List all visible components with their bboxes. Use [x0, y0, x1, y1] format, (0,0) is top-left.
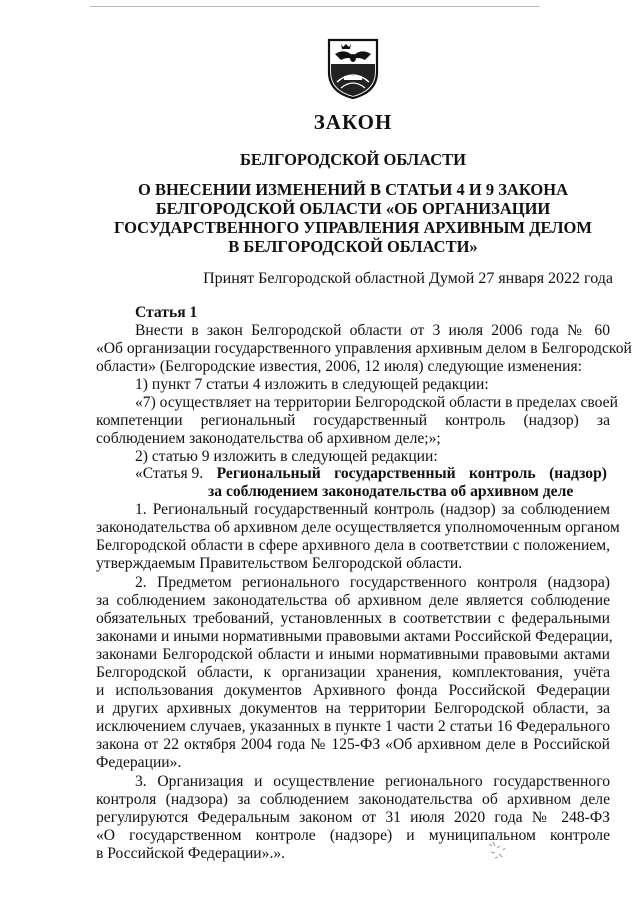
body-line: «Об организации государственного управления архивным делом в Белгородской: [96, 340, 632, 357]
para-line: утверждаемым Правительством Белгородской области.: [96, 555, 463, 572]
para-line: законами Белгородской области и иными нормативными правовыми актами: [96, 646, 610, 663]
inner-article-word: (надзор): [549, 465, 607, 482]
para-line: регулируются Федеральным законом от 31 июля 2020 года № 248-ФЗ: [96, 809, 610, 826]
para-line: законами и иными нормативными правовыми актами Российской Федерации,: [96, 628, 613, 645]
body-line: «7) осуществляет на территории Белгородской области в пределах своей: [135, 394, 618, 411]
stamp-mark-icon: [485, 838, 511, 862]
para-line: 2. Предметом регионального государственного контроля (надзора): [135, 574, 610, 591]
para-line: «О государственном контроле (надзоре) и муниципальном контроле: [96, 827, 610, 844]
para-line: 3. Организация и осуществление регионального государственного: [135, 773, 610, 790]
inner-article-prefix: «Статья 9.: [135, 465, 204, 482]
inner-article-word: Региональный: [216, 465, 321, 482]
para-line: в Российской Федерации».».: [96, 845, 286, 862]
inner-article-word: государственный: [334, 465, 456, 482]
para-line: обязательных требований, установленных в соответствии с федеральными: [96, 610, 610, 627]
para-line: контроля (надзора) за соблюдением законодательства об архивном деле: [96, 791, 610, 808]
body-line: Внести в закон Белгородской области от 3 июля 2006 года № 60: [135, 322, 610, 339]
belgorod-coat-of-arms-icon: [327, 38, 379, 100]
para-line: закона от 22 октября 2004 года № 125-ФЗ «Об архивном деле в Российской: [96, 736, 610, 753]
para-line: исключением случаев, указанных в пункте 1 части 2 статьи 16 Федерального: [96, 718, 610, 735]
adoption-note: Принят Белгородской областной Думой 27 января 2022 года: [203, 270, 613, 287]
para-line: за соблюдением законодательства об архивном деле является соблюдение: [96, 592, 610, 609]
body-line: 2) статью 9 изложить в следующей редакции:: [135, 448, 438, 465]
body-line: соблюдением законодательства об архивном деле;»;: [96, 430, 441, 447]
para-line: законодательства об архивном деле осуществляется уполномоченным органом: [96, 519, 620, 536]
document-region: БЕЛГОРОДСКОЙ ОБЛАСТИ: [240, 150, 466, 169]
inner-article-title-line2: за соблюдением законодательства об архивном деле: [208, 483, 574, 500]
scan-edge-line: [90, 6, 540, 7]
para-line: Федерации».: [96, 754, 182, 771]
subtitle-line: БЕЛГОРОДСКОЙ ОБЛАСТИ «ОБ ОРГАНИЗАЦИИ: [155, 199, 551, 218]
para-line: и других архивных документов на территории Белгородской области, за: [96, 700, 610, 717]
inner-article-heading: [135, 465, 607, 483]
para-line: и использования документов Архивного фонда Российской Федерации: [96, 682, 610, 699]
article-heading: Статья 1: [135, 304, 198, 321]
subtitle-line: В БЕЛГОРОДСКОЙ ОБЛАСТИ»: [228, 237, 478, 256]
document-title: ЗАКОН: [313, 110, 393, 134]
para-line: Белгородской области, к организации хранения, комплектования, учёта: [96, 664, 610, 681]
body-line: области» (Белгородские известия, 2006, 12 июля) следующие изменения:: [96, 358, 582, 375]
para-line: Белгородской области в сфере архивного дела в соответствии с положением,: [96, 537, 610, 554]
body-line: компетенции региональный государственный контроль (надзор) за: [96, 412, 610, 429]
subtitle-line: ГОСУДАРСТВЕННОГО УПРАВЛЕНИЯ АРХИВНЫМ ДЕЛОМ: [114, 218, 592, 237]
subtitle-line: О ВНЕСЕНИИ ИЗМЕНЕНИЙ В СТАТЬИ 4 И 9 ЗАКОНА: [138, 180, 568, 199]
inner-article-word: контроль: [469, 465, 536, 482]
para-line: 1. Региональный государственный контроль (надзор) за соблюдением: [135, 501, 610, 518]
body-line: 1) пункт 7 статьи 4 изложить в следующей редакции:: [135, 376, 489, 393]
document-subtitle: [110, 180, 596, 256]
